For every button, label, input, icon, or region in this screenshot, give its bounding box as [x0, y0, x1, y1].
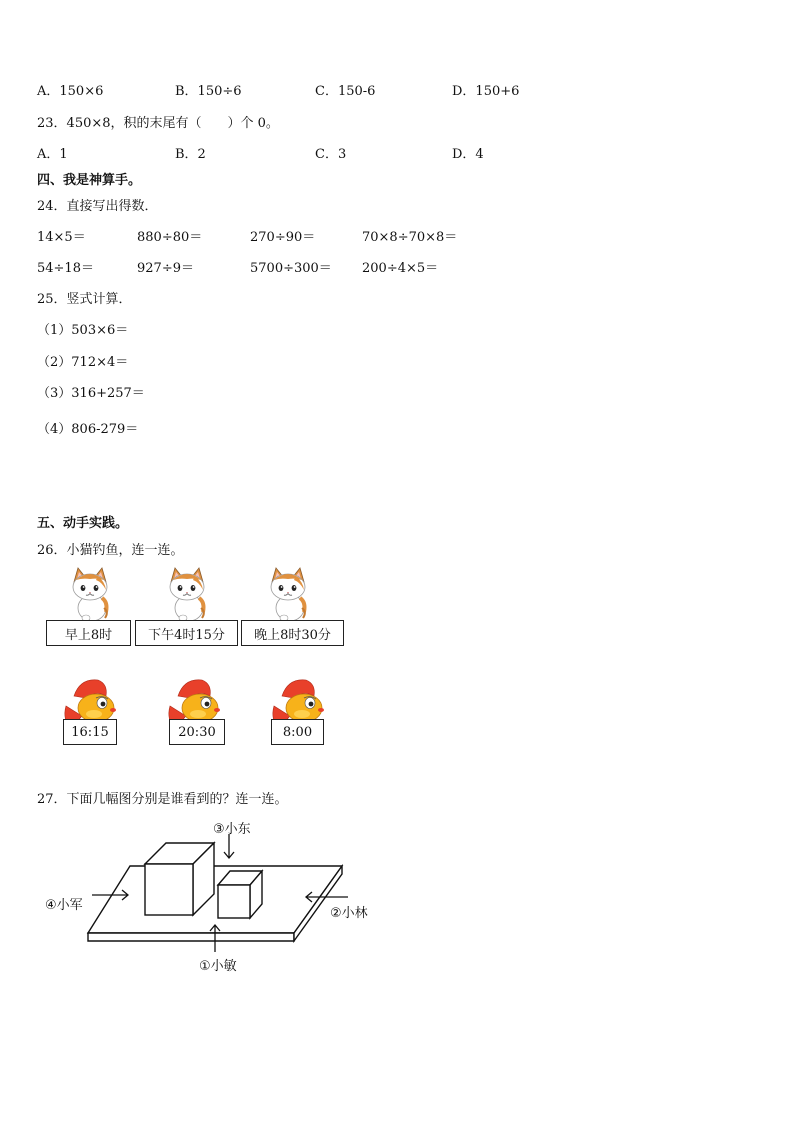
q22-option-a: A．150×6: [37, 84, 104, 99]
q25-item-4: （4）806-279＝: [37, 422, 139, 437]
viewer-xiaomin: ①小敏: [199, 959, 237, 974]
cat-label-2: 下午4时15分: [135, 620, 238, 646]
table-front: [88, 933, 294, 941]
small-cube-front: [218, 885, 250, 918]
q24-r1-c3: 270÷90＝: [250, 230, 316, 245]
q25-item-3: （3）316+257＝: [37, 386, 145, 401]
cat-label-3: 晚上8时30分: [241, 620, 344, 646]
section5-title: 五、动手实践。: [37, 516, 129, 531]
viewer-xiaodong: ③小东: [213, 822, 251, 837]
cat-label-1: 早上8时: [46, 620, 131, 646]
q24-r2-c1: 54÷18＝: [37, 261, 94, 276]
q22-option-d: D．150+6: [452, 84, 520, 99]
q24-r2-c3: 5700÷300＝: [250, 261, 332, 276]
fish-label-3: 8:00: [271, 719, 324, 745]
fish-label-1: 16:15: [63, 719, 117, 745]
section4-title: 四、我是神算手。: [37, 173, 142, 188]
viewer-xiaojun: ④小军: [45, 898, 83, 913]
viewer-xiaolin: ②小林: [330, 906, 368, 921]
q24-stem: 24．直接写出得数．: [37, 199, 158, 214]
q25-item-1: （1）503×6＝: [37, 323, 129, 338]
q23-stem: 23．450×8，积的末尾有（ ）个 0。: [37, 116, 279, 131]
big-cube-front: [145, 864, 193, 915]
q22-option-b: B．150÷6: [175, 84, 242, 99]
q27-stem: 27．下面几幅图分别是谁看到的？连一连。: [37, 792, 288, 807]
q24-r1-c1: 14×5＝: [37, 230, 86, 245]
q24-r2-c4: 200÷4×5＝: [362, 261, 439, 276]
q26-stem: 26．小猫钓鱼，连一连。: [37, 543, 184, 558]
fish-label-2: 20:30: [169, 719, 225, 745]
q23-option-a: A．1: [37, 147, 68, 162]
q23-option-b: B．2: [175, 147, 206, 162]
q24-r1-c2: 880÷80＝: [137, 230, 203, 245]
q25-item-2: （2）712×4＝: [37, 355, 129, 370]
q22-option-c: C．150-6: [315, 84, 376, 99]
q24-r1-c4: 70×8÷70×8＝: [362, 230, 458, 245]
q23-option-c: C．3: [315, 147, 347, 162]
q23-option-d: D．4: [452, 147, 484, 162]
q25-stem: 25．竖式计算．: [37, 292, 132, 307]
q24-r2-c2: 927÷9＝: [137, 261, 194, 276]
